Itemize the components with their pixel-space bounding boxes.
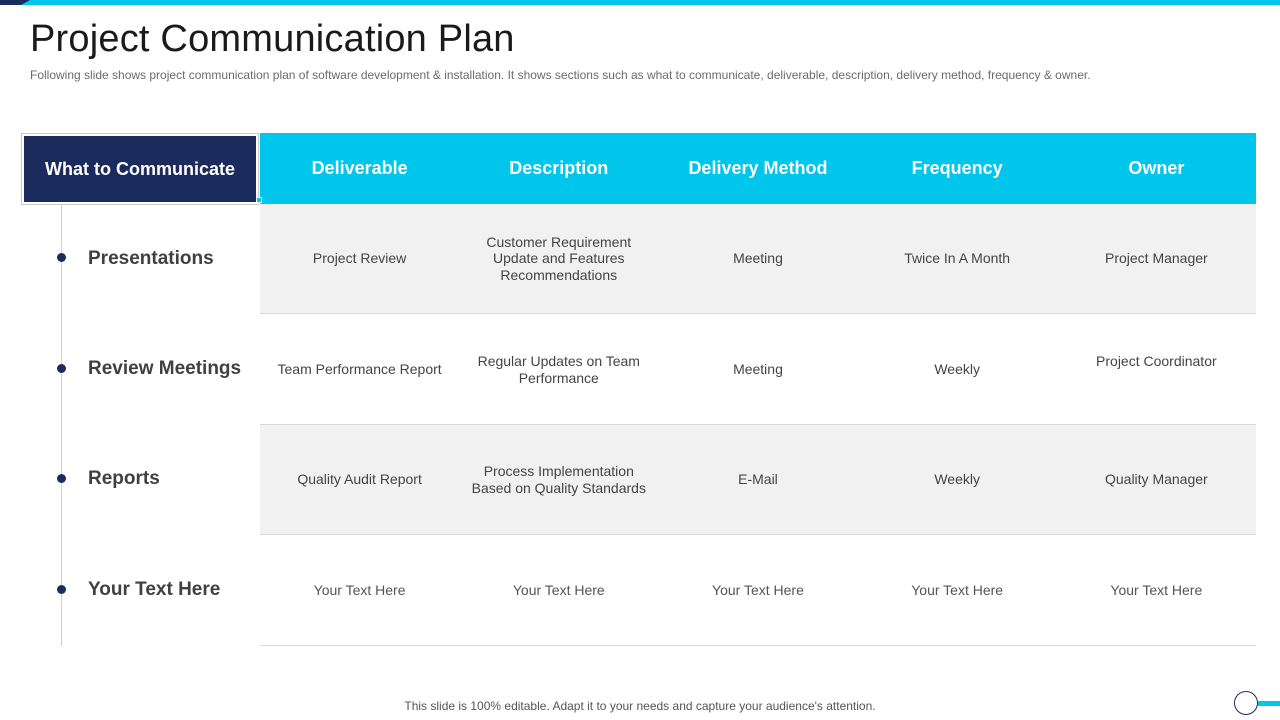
header-corner-marker xyxy=(256,197,262,203)
cell-delivery-method: Your Text Here xyxy=(712,582,804,599)
page-subtitle: Following slide shows project communication plan of software development & installation. It shows sections such as what to communicate, deliverable, description, delivery method, frequency & owner. xyxy=(30,68,1091,82)
cell-deliverable: Quality Audit Report xyxy=(297,471,422,488)
cell-description: Your Text Here xyxy=(512,582,605,599)
footer-accent-bar xyxy=(1258,701,1280,706)
row-label-your-text: Your Text Here xyxy=(88,579,221,600)
cell-frequency: Your Text Here xyxy=(911,582,1004,599)
timeline-dot xyxy=(57,253,66,262)
row-label-review-meetings: Review Meetings xyxy=(88,358,242,379)
timeline-dot xyxy=(57,474,66,483)
header-what-to-communicate: What to Communicate xyxy=(24,136,256,202)
table-row xyxy=(260,536,1256,646)
table-row xyxy=(260,425,1256,535)
cell-delivery-method: Meeting xyxy=(733,250,783,267)
cell-delivery-method: Meeting xyxy=(733,361,783,378)
header-owner: Owner xyxy=(1128,158,1185,178)
footer-note: This slide is 100% editable. Adapt it to your needs and capture your audience's attention. xyxy=(404,699,876,713)
row-label-presentations: Presentations xyxy=(88,248,214,269)
cell-frequency: Weekly xyxy=(934,361,980,378)
header-description: Description xyxy=(509,158,609,178)
cell-owner: Project Coordinator xyxy=(1096,353,1217,369)
top-accent-bar xyxy=(0,0,1280,5)
table-row xyxy=(260,315,1256,425)
header-frequency: Frequency xyxy=(911,158,1003,178)
cell-frequency: Weekly xyxy=(934,471,980,488)
row-label-reports: Reports xyxy=(88,468,160,489)
timeline-dot xyxy=(57,364,66,373)
cell-frequency: Twice In A Month xyxy=(904,250,1011,267)
cell-deliverable: Project Review xyxy=(312,250,407,267)
cell-description: Customer Requirement Update and Features Recommendations xyxy=(486,233,632,283)
table-header-row xyxy=(260,133,1256,204)
cell-delivery-method: E-Mail xyxy=(738,471,778,488)
timeline-dot xyxy=(57,585,66,594)
footer-circle-decoration xyxy=(1234,691,1258,715)
cell-owner: Project Manager xyxy=(1104,250,1208,267)
cell-deliverable: Your Text Here xyxy=(313,582,406,599)
table-row xyxy=(260,204,1256,314)
cell-description: Regular Updates on Team Performance xyxy=(477,353,640,386)
timeline-line xyxy=(61,204,62,646)
cell-description: Process Implementation Based on Quality Standards xyxy=(471,463,646,496)
page-title: Project Communication Plan xyxy=(30,18,515,60)
cell-owner: Your Text Here xyxy=(1110,582,1203,599)
header-deliverable: Deliverable xyxy=(311,158,408,178)
cell-deliverable: Team Performance Report xyxy=(277,361,442,378)
header-delivery-method: Delivery Method xyxy=(688,158,828,178)
cell-owner: Quality Manager xyxy=(1104,471,1208,488)
